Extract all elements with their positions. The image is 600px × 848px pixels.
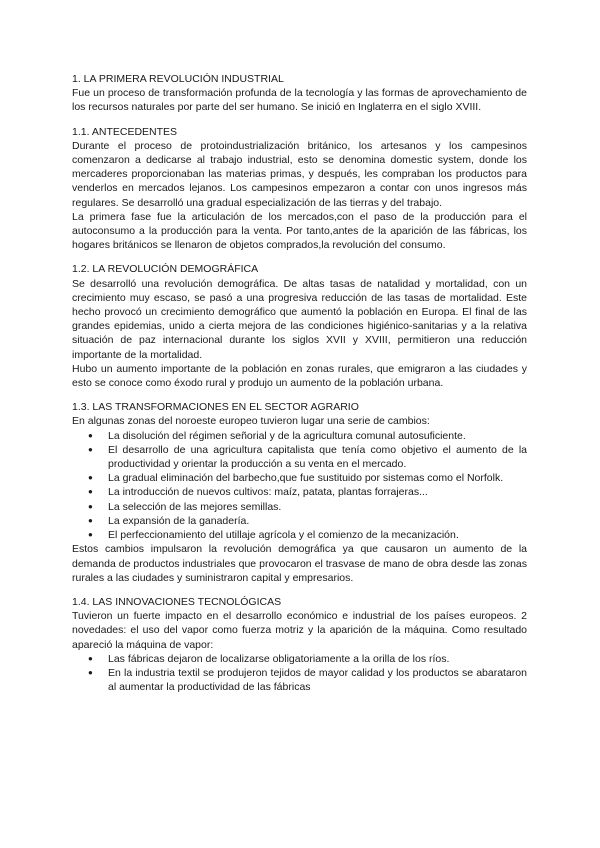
list-item: ● El desarrollo de una agricultura capitalista que tenía como objetivo el aumento de la productividad y orientar la producción a su venta en el mercado. [108, 443, 527, 471]
section-sector-agrario [72, 400, 527, 585]
section-paragraph: Hubo un aumento importante de la población en zonas rurales, que emigraron a las ciudades y esto se conoce como éxodo rural y produjo un aumento de la población urbana. [72, 362, 527, 390]
section-antecedentes [72, 125, 527, 253]
section-revolucion-demografica [72, 262, 527, 390]
section-heading: 1.2. LA REVOLUCIÓN DEMOGRÁFICA [72, 263, 259, 276]
section-lead: Tuvieron un fuerte impacto en el desarrollo económico e industrial de los países europeos. 2 novedades: el uso del vapor como fuerza motriz y la aparición de la máquina. Como resultado apareció la máquina de vapor: [72, 610, 527, 651]
section-paragraph: La primera fase fue la articulación de los mercados,con el paso de la producción para el autoconsumo a la producción para la venta. Por tanto,antes de la aparición de las fábricas, los hogares británicos se llenaron de objetos comprados,la revolución del consumo. [72, 210, 527, 252]
bullet-list [72, 652, 527, 695]
section-heading: 1.4. LAS INNOVACIONES TECNOLÓGICAS [72, 595, 282, 608]
list-item: ● El perfeccionamiento del utillaje agrícola y el comienzo de la mecanización. [108, 528, 527, 542]
document-title: 1. LA PRIMERA REVOLUCIÓN INDUSTRIAL [72, 73, 284, 85]
section-heading: 1.3. LAS TRANSFORMACIONES EN EL SECTOR AGRARIO [72, 401, 359, 414]
section-lead: En algunas zonas del noroeste europeo tuvieron lugar una serie de cambios: [72, 415, 430, 428]
list-item: ● La expansión de la ganadería. [108, 514, 527, 528]
section-innovaciones-tecnologicas [72, 595, 527, 694]
list-item: ● La gradual eliminación del barbecho,que fue sustituido por sistemas como el Norfolk. [108, 471, 527, 485]
list-item: ● La selección de las mejores semillas. [108, 500, 527, 514]
list-item: ● En la industria textil se produjeron tejidos de mayor calidad y los productos se abarataron al aumentar la productividad de las fábricas [108, 666, 527, 694]
section-heading: 1.1. ANTECEDENTES [72, 125, 178, 138]
list-item: ● Las fábricas dejaron de localizarse obligatoriamente a la orilla de los ríos. [108, 652, 527, 666]
section-closing: Estos cambios impulsaron la revolución demográfica ya que causaron un aumento de la demanda de productos industriales que provocaron el trasvase de mano de obra desde las zonas rurales a las ciudades y suministraron capital y empresarios. [72, 543, 527, 584]
section-paragraph: Se desarrolló una revolución demográfica. De altas tasas de natalidad y mortalidad, con un crecimiento muy escaso, se pasó a una progresiva reducción de las tasas de mortalidad. Este hecho provocó un crecimiento demográfico que aumentó la población en Europa. El final de las grandes epidemias, unido a cierta mejora de las condiciones higiénico-sanitarias y a la relativa situación de paz internacional durante los siglos XVII y XVIII, permitieron una reducción importante de la mortalidad. [72, 277, 527, 361]
bullet-list [72, 429, 527, 543]
section-paragraph: Durante el proceso de protoindustrialización británico, los artesanos y los campesinos comenzaron a dedicarse al trabajo industrial, esto se denomina domestic system, donde los mercaderes proporcionaban las materias primas, y después, les compraban los productos para venderlos en mercados lejanos. Los campesinos empezaron a contar con unos ingresos más regulares. Se desarrolló una gradual especialización de las tierras y del trabajo. [72, 139, 527, 209]
list-item: ● La disolución del régimen señorial y de la agricultura comunal autosuficiente. [108, 429, 527, 443]
document-page [72, 72, 527, 694]
intro-paragraph: Fue un proceso de transformación profunda de la tecnología y las formas de aprovechamiento de los recursos naturales por parte del ser humano. Se inició en Inglaterra en el siglo XVIII. [72, 87, 527, 114]
list-item: ● La introducción de nuevos cultivos: maíz, patata, plantas forrajeras... [108, 485, 527, 499]
